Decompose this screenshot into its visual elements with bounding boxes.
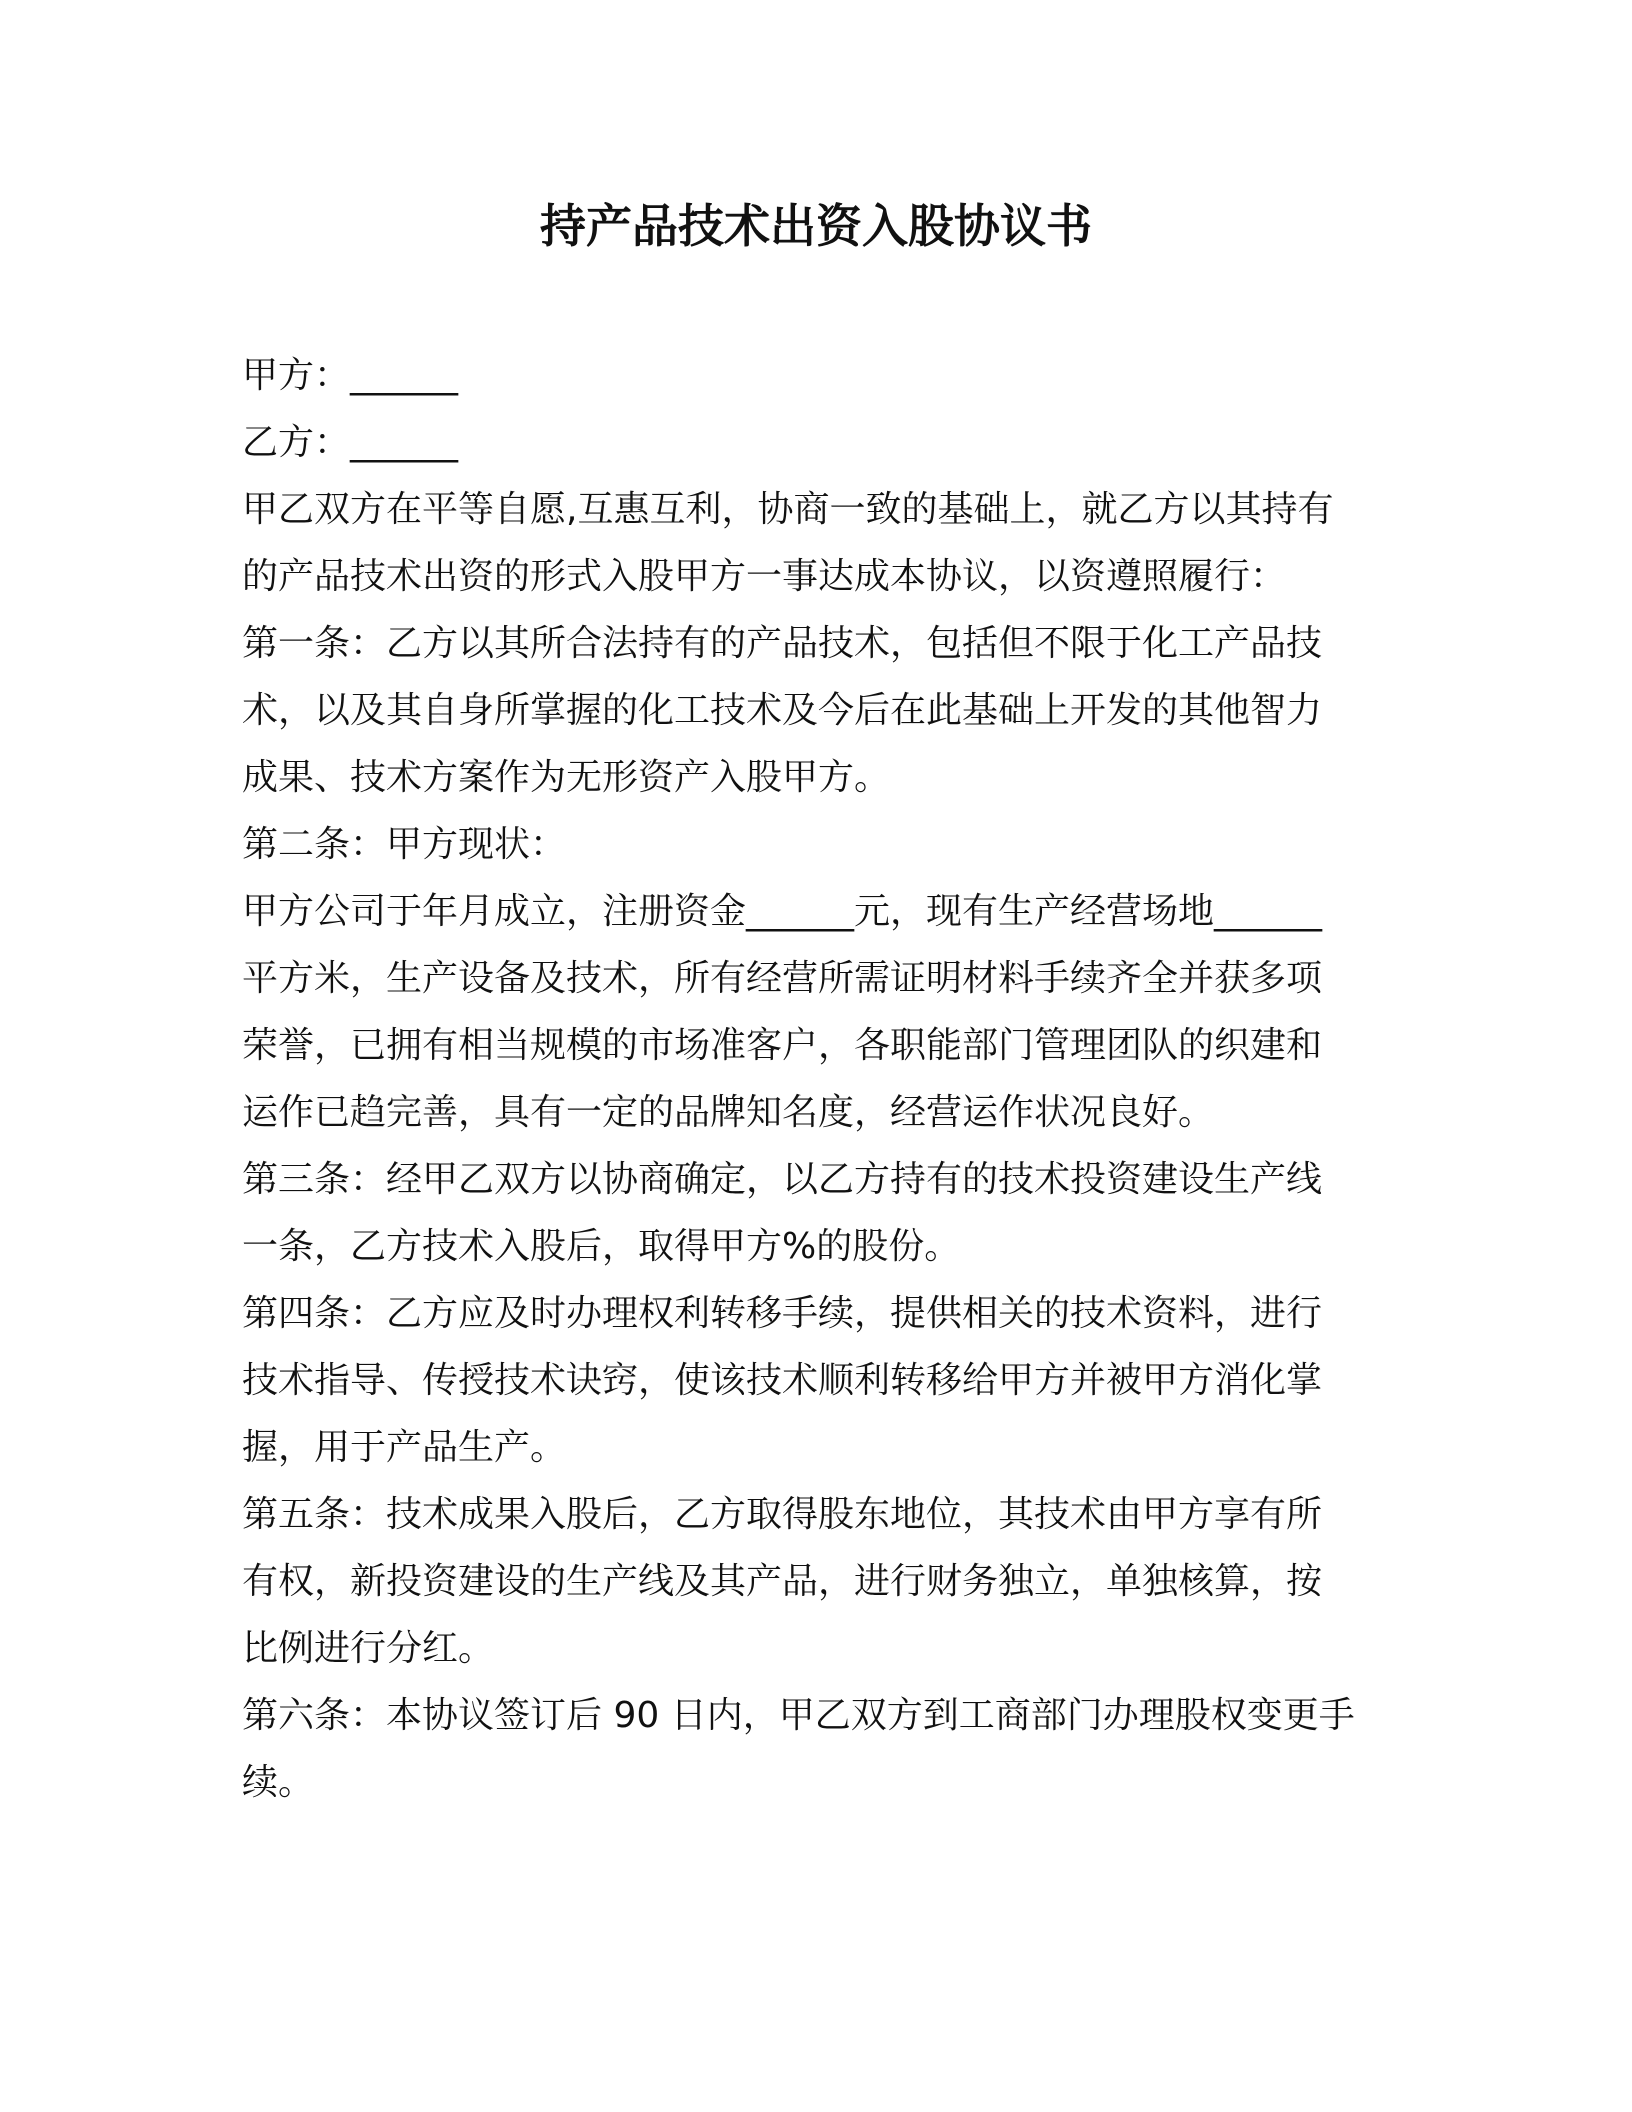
document-body bbox=[242, 342, 1392, 1816]
article-6-line: 第六条：本协议签订后 90 日内，甲乙双方到工商部门办理股权变更手 bbox=[242, 1695, 1355, 1736]
document-title: 持产品技术出资入股协议书 bbox=[540, 199, 1092, 253]
article-4-line: 握，用于产品生产。 bbox=[242, 1427, 567, 1468]
article-2-line: 运作已趋完善，具有一定的品牌知名度，经营运作状况良好。 bbox=[242, 1092, 1215, 1133]
article-2-line: 平方米，生产设备及技术，所有经营所需证明材料手续齐全并获多项 bbox=[242, 958, 1323, 999]
article-1-line: 术，以及其自身所掌握的化工技术及今后在此基础上开发的其他智力 bbox=[242, 690, 1323, 731]
article-5-line: 第五条：技术成果入股后，乙方取得股东地位，其技术由甲方享有所 bbox=[242, 1494, 1323, 1535]
party-a-line: 甲方：______ bbox=[242, 355, 459, 396]
article-2-line: 甲方公司于年月成立，注册资金______元，现有生产经营场地______ bbox=[242, 891, 1323, 932]
article-3-line: 第三条：经甲乙双方以协商确定，以乙方持有的技术投资建设生产线 bbox=[242, 1159, 1323, 1200]
preamble-line: 甲乙双方在平等自愿,互惠互利，协商一致的基础上，就乙方以其持有 bbox=[242, 489, 1334, 530]
article-2-heading: 第二条：甲方现状： bbox=[242, 824, 567, 865]
article-6-line: 续。 bbox=[242, 1762, 315, 1803]
article-5-line: 有权，新投资建设的生产线及其产品，进行财务独立，单独核算，按 bbox=[242, 1561, 1323, 1602]
party-b-line: 乙方：______ bbox=[242, 422, 459, 463]
article-4-line: 技术指导、传授技术诀窍，使该技术顺利转移给甲方并被甲方消化掌 bbox=[242, 1360, 1323, 1401]
article-5-line: 比例进行分红。 bbox=[242, 1628, 495, 1669]
preamble-line: 的产品技术出资的形式入股甲方一事达成本协议，以资遵照履行： bbox=[242, 556, 1287, 597]
article-2-line: 荣誉，已拥有相当规模的市场准客户，各职能部门管理团队的织建和 bbox=[242, 1025, 1323, 1066]
article-4-line: 第四条：乙方应及时办理权利转移手续，提供相关的技术资料，进行 bbox=[242, 1293, 1323, 1334]
article-1-line: 成果、技术方案作为无形资产入股甲方。 bbox=[242, 757, 891, 798]
article-3-line: 一条，乙方技术入股后，取得甲方%的股份。 bbox=[242, 1226, 961, 1267]
article-1-line: 第一条：乙方以其所合法持有的产品技术，包括但不限于化工产品技 bbox=[242, 623, 1323, 664]
